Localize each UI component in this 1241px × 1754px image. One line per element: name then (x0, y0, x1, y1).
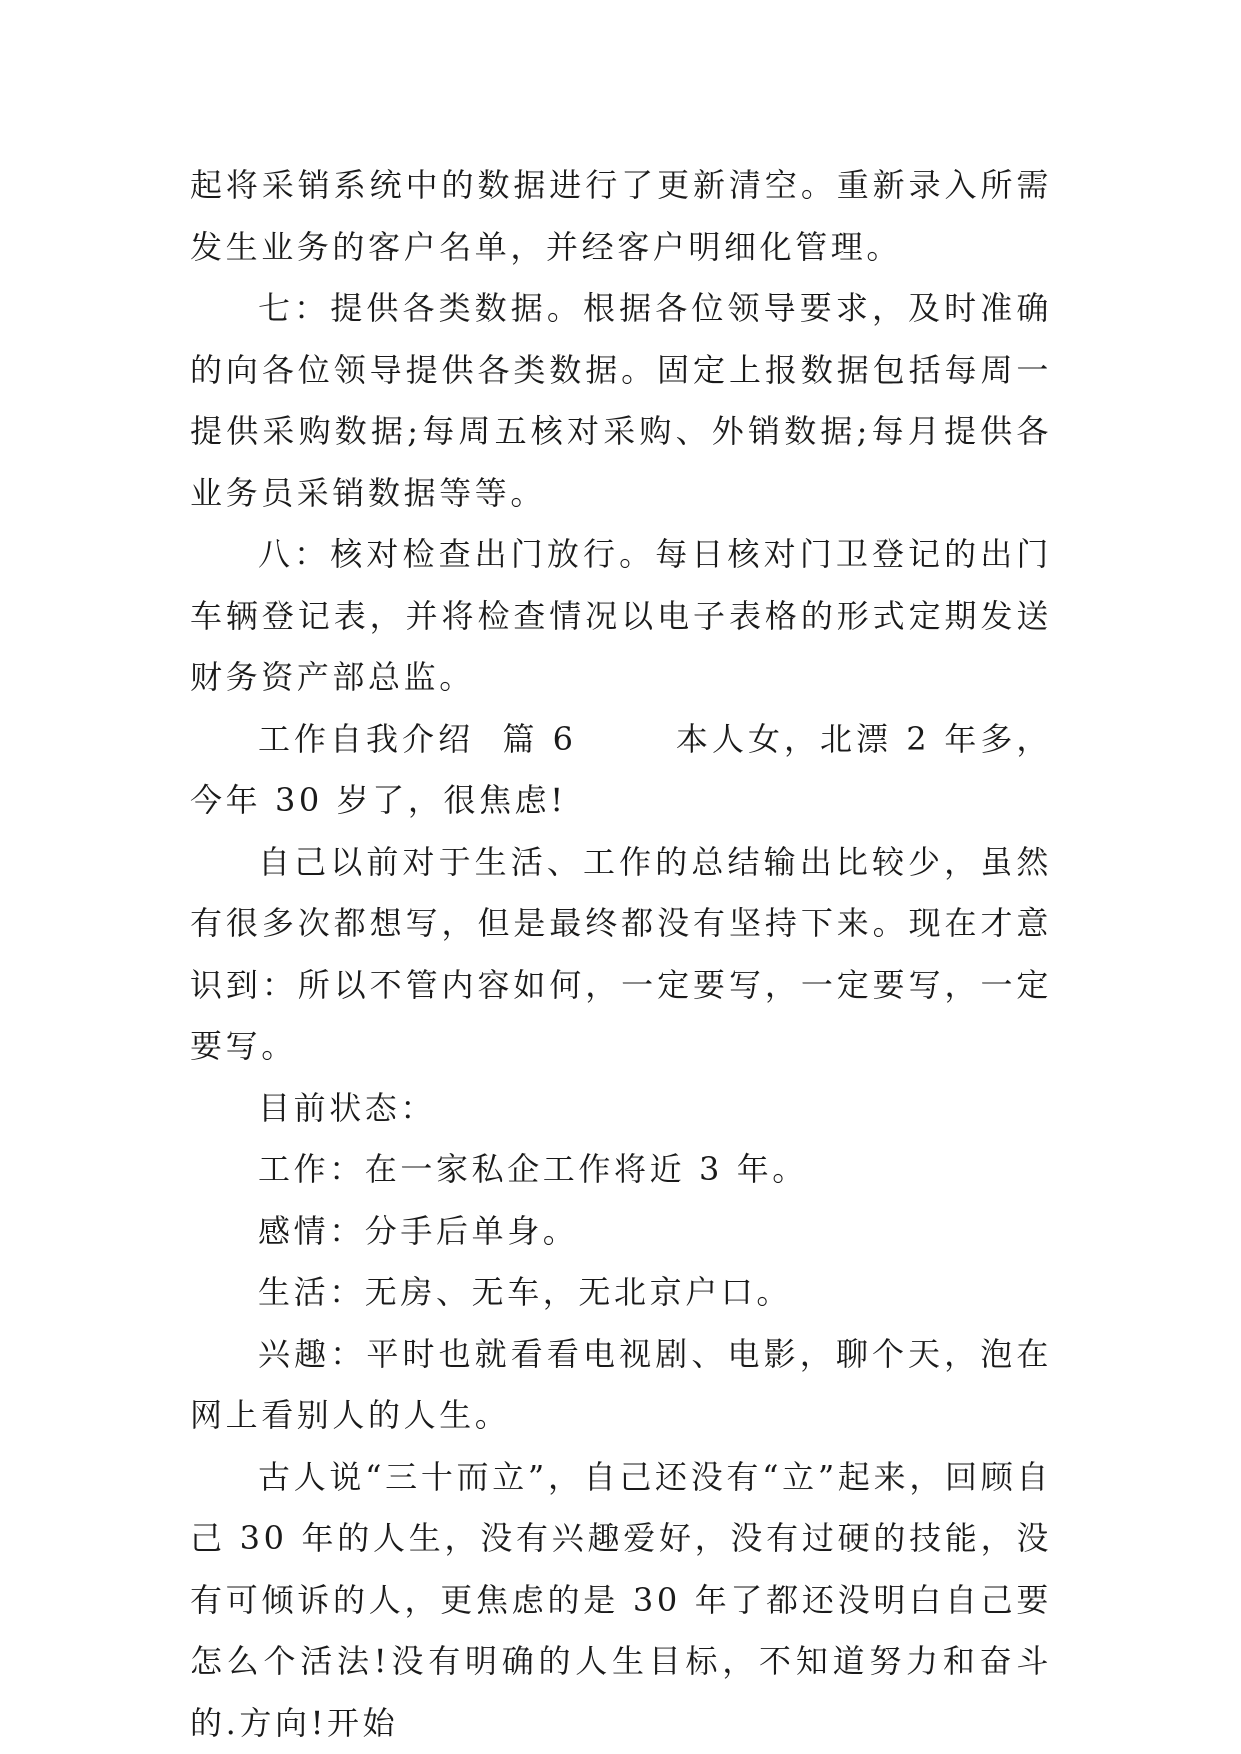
paragraph-8: 感情：分手后单身。 (258, 1211, 579, 1250)
document-body (190, 155, 1052, 1754)
paragraph-4: 工作自我介绍 篇 6 本人女，北漂 2 年多，今年 30 岁了，很焦虑! (190, 719, 1052, 819)
paragraph-10: 兴趣：平时也就看看电视剧、电影，聊个天，泡在网上看别人的人生。 (190, 1334, 1052, 1434)
paragraph-11: 古人说“三十而立”，自己还没有“立”起来，回顾自己 30 年的人生，没有兴趣爱好，没有过硬的技能，没有可倾诉的人，更焦虑的是 30 年了都还没明白自己要怎么个活法!没有明确的人生目标，不知道努力和奋斗的.方向!开始 (190, 1457, 1052, 1742)
paragraph-2: 七：提供各类数据。根据各位领导要求，及时准确的向各位领导提供各类数据。固定上报数据包括每周一提供采购数据;每周五核对采购、外销数据;每月提供各业务员采销数据等等。 (190, 289, 1052, 512)
paragraph-1: 起将采销系统中的数据进行了更新清空。重新录入所需发生业务的客户名单，并经客户明细化管理。 (190, 166, 1052, 266)
paragraph-9: 生活：无房、无车，无北京户口。 (258, 1273, 793, 1311)
paragraph-6: 目前状态： (258, 1088, 437, 1127)
paragraph-5: 自己以前对于生活、工作的总结输出比较少，虽然有很多次都想写，但是最终都没有坚持下来。现在才意识到：所以不管内容如何，一定要写，一定要写，一定要写。 (190, 842, 1052, 1065)
paragraph-3: 八：核对检查出门放行。每日核对门卫登记的出门车辆登记表，并将检查情况以电子表格的形式定期发送财务资产部总监。 (190, 535, 1052, 696)
paragraph-7: 工作：在一家私企工作将近 3 年。 (258, 1150, 808, 1188)
